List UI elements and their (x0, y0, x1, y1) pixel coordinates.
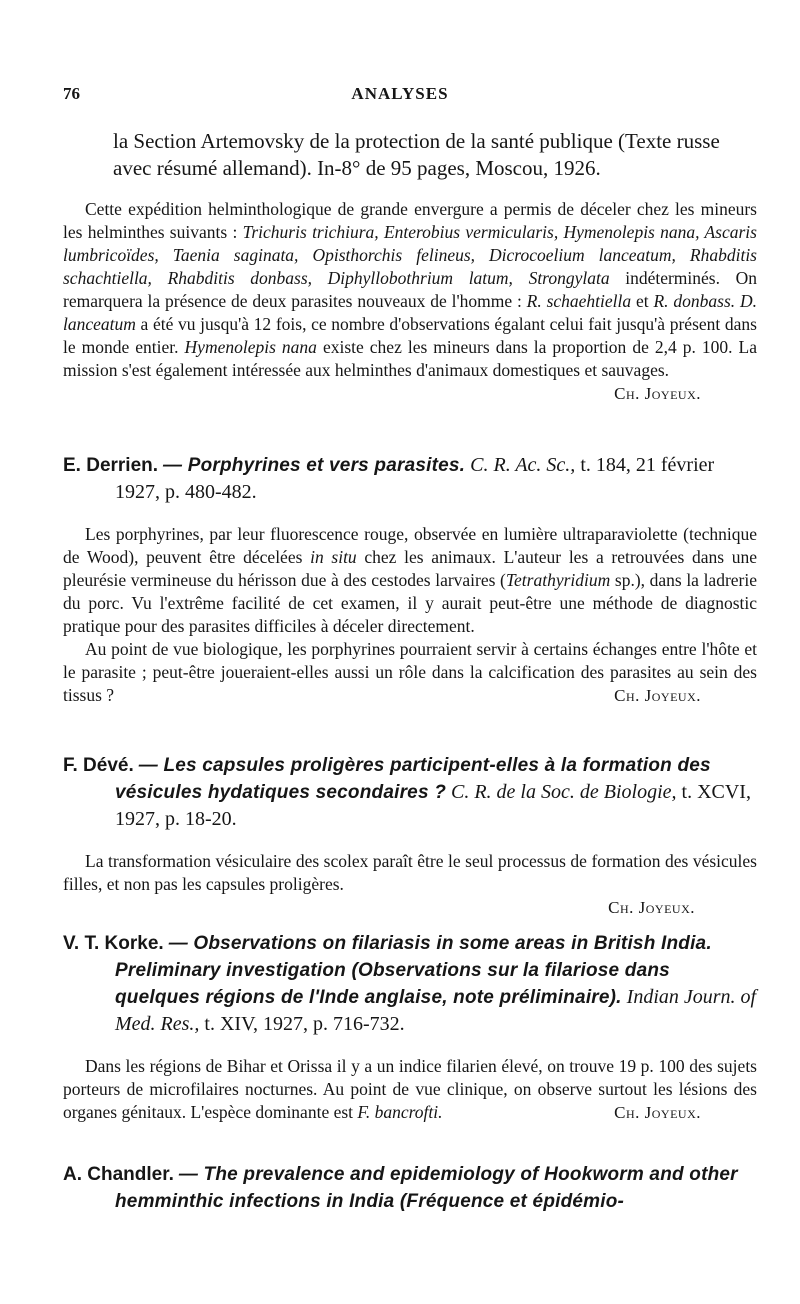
review-paragraph: Au point de vue biologique, les porphyrines pourraient servir à certains échanges entre l'hôte et le parasite ; peut-être joueraient-elles aussi un rôle dans la calcification des parasites au sein des tissus ? Ch. Joyeux. (63, 639, 757, 705)
review-derrien (63, 452, 757, 707)
reviewer-signature: Ch. Joyeux. (614, 384, 701, 403)
author: E. Derrien. (63, 455, 159, 476)
author: V. T. Korke. (63, 933, 164, 954)
page-number: 76 (63, 84, 80, 103)
species-list: Trichuris trichiura, Enterobius vermicularis, Hymenolepis nana, Ascaris lumbricoïdes, Taenia saginata, Opisthorchis felineus, Dicrocoelium lanceatum, Rhabditis schachtiella, Rhabditis donbass, Diphyllobothrium latum, Strongylata (63, 222, 757, 288)
review-paragraph: La transformation vésiculaire des scolex paraît être le seul processus de formation des vésicules filles, et non pas les capsules proligères. (63, 851, 757, 894)
review-korke (63, 930, 757, 1124)
citation (63, 752, 757, 833)
journal-name: C. R. de la Soc. de Biologie, (451, 781, 677, 803)
citation-details: t. XIV, 1927, p. 716-732. (199, 1013, 405, 1035)
reviewer-signature: Ch. Joyeux. (614, 686, 701, 705)
review-deve (63, 752, 757, 919)
review-paragraph: Cette expédition helminthologique de grande envergure a permis de déceler chez les mineurs les helminthes suivants : Trichuris trichiura, Enterobius vermicularis, Hymenolepis nana, Ascaris lumbricoïdes, Taenia saginata, Opisthorchis felineus, Dicrocoelium lanceatum, Rhabditis schachtiella, Rhabditis donbass, Diphyllobothrium latum, Strongylata indéterminés. On remarquera la présence de deux parasites nouveaux de l'homme : R. schaehtiella et R. donbass. D. lanceatum a été vu jusqu'à 12 fois, ce nombre d'observations égalant celui fait jusqu'à présent dans le monde entier. Hymenolepis nana existe chez les mineurs dans la proportion de 2,4 p. 100. La mission s'est également intéressée aux helminthes d'animaux domestiques et sauvages. Ch. Joyeux. (63, 199, 758, 403)
journal-name: Indian Journ. of Med. Res., (115, 986, 757, 1035)
author: F. Dévé. (63, 755, 134, 776)
continued-citation: la Section Artemovsky de la protection de la santé publique (Texte russe avec résumé allemand). In-8° de 95 pages, Moscou, 1926. (113, 129, 720, 180)
author: A. Chandler. (63, 1164, 174, 1185)
reviewer-signature: Ch. Joyeux. (608, 898, 695, 917)
citation (63, 1161, 757, 1215)
reviewer-signature: Ch. Joyeux. (614, 1103, 701, 1122)
review-chandler (63, 1161, 757, 1215)
article-title: — The prevalence and epidemiology of Hookworm and other hemminthic infections in India (Fréquence et épidémio- (115, 1164, 738, 1212)
article-title: — Observations on filariasis in some areas in British India. Preliminary investigation (Observations sur la filariose dans quelques régions de l'Inde anglaise, note préliminaire). (115, 933, 712, 1008)
citation (63, 930, 757, 1038)
citation-details: t. 184, 21 février 1927, p. 480-482. (115, 454, 715, 503)
citation-details: t. XCVI, 1927, p. 18-20. (115, 781, 751, 830)
running-head (63, 84, 737, 108)
article-title: — Les capsules proligères participent-elles à la formation des vésicules hydatiques secondaires ? (115, 755, 711, 803)
review-helminth-expedition (63, 198, 757, 405)
review-paragraph: Dans les régions de Bihar et Orissa il y a un indice filarien élevé, on trouve 19 p. 100 des sujets porteurs de microfilaires nocturnes. Au point de vue clinique, on observe surtout les lésions des organes génitaux. L'espèce dominante est F. bancrofti. Ch. Joyeux. (63, 1056, 757, 1122)
article-title: — Porphyrines et vers parasites. (163, 455, 466, 476)
citation (63, 452, 757, 506)
running-title: ANALYSES (351, 84, 449, 103)
journal-name: C. R. Ac. Sc., (470, 454, 576, 476)
review-paragraph: Les porphyrines, par leur fluorescence rouge, observée en lumière ultraparaviolette (technique de Wood), peuvent être décelées in situ chez les animaux. L'auteur les a retrouvées dans une pleurésie vermineuse du hérisson due à des cestodes larvaires (Tetrathyridium sp.), dans la ladrerie du porc. Vu l'extrême facilité de cet examen, il y aurait peut-être une méthode de diagnostic pratique pour des parasites difficiles à déceler directement. (63, 524, 757, 636)
species-name: F. bancrofti. (357, 1102, 443, 1122)
